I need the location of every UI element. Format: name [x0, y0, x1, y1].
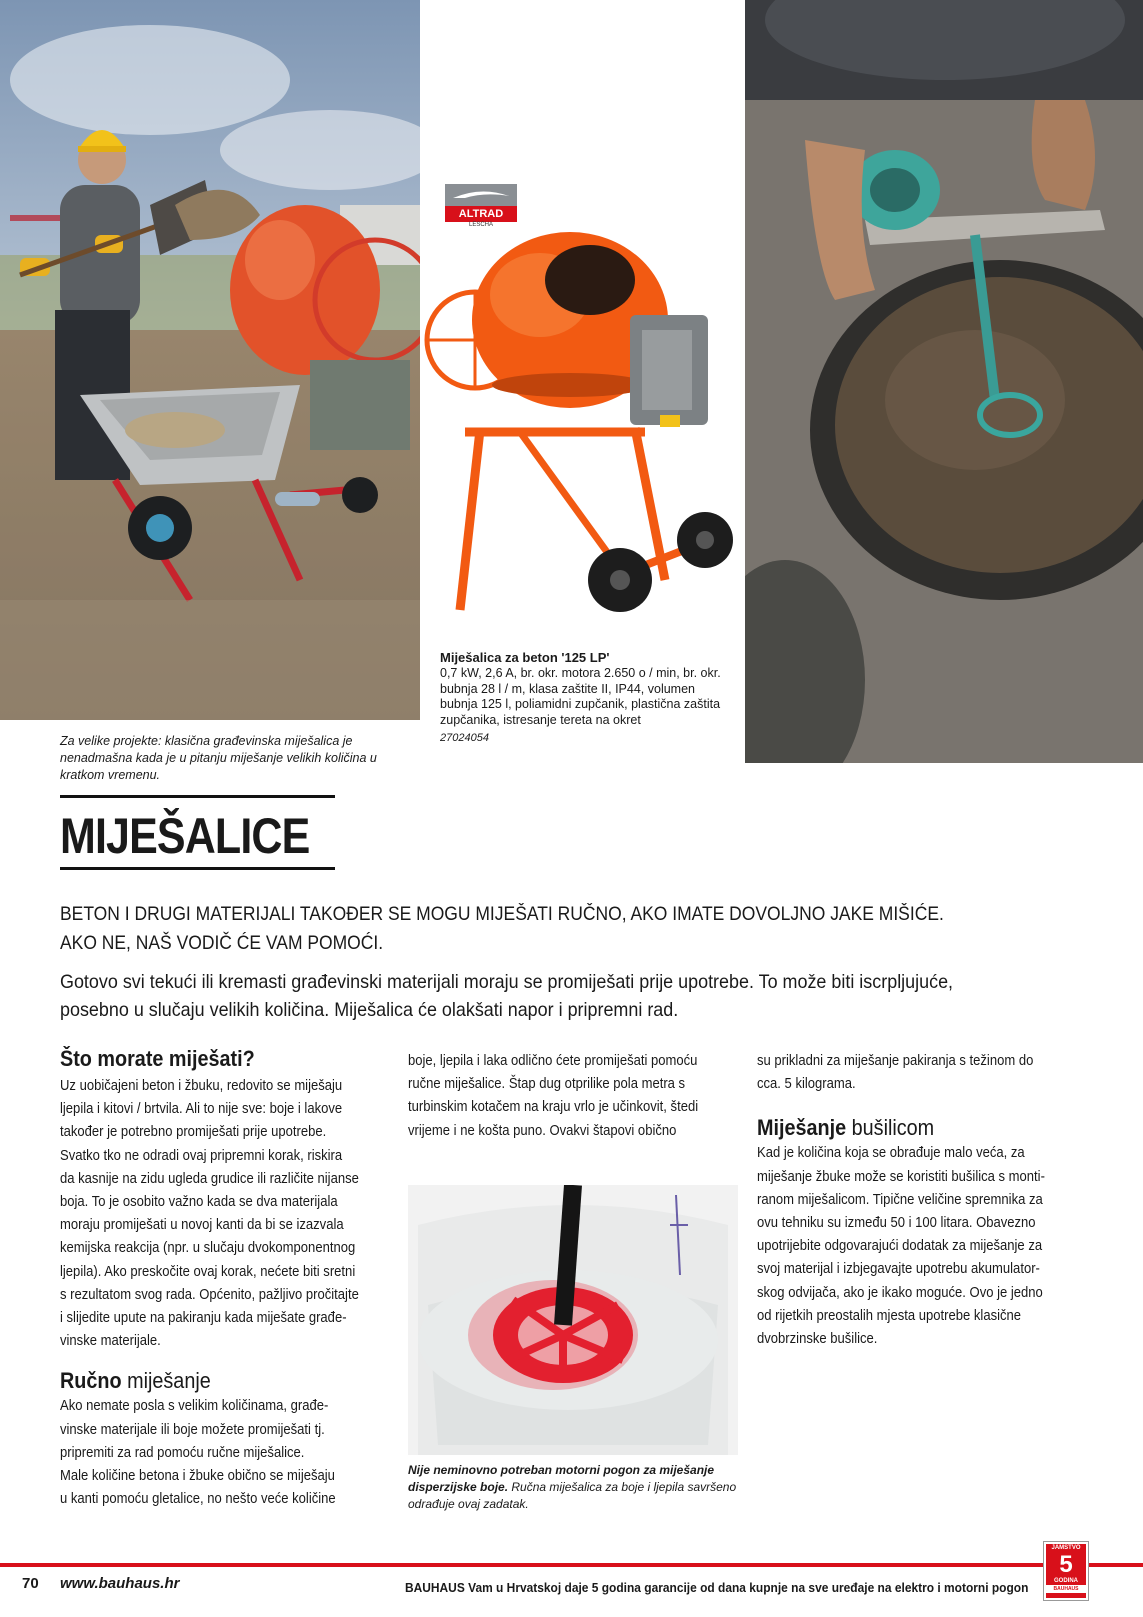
hand-mixer-paint-bucket-photo — [408, 1185, 738, 1455]
photo-caption-left: Za velike projekte: klasična građevinska miješalica je nenadmašna kada je u pitanju miješanje velikih količina u kratkom vremenu. — [60, 734, 377, 782]
badge-bottom: BAUHAUS — [1046, 1585, 1086, 1593]
column-2 — [408, 1050, 738, 1143]
heading-drill-light: bušilicom — [846, 1115, 935, 1141]
col2-line: turbinskim kotačem na kraju vrlo je učinkovit, štedi — [408, 1099, 699, 1116]
title-rule-top — [60, 795, 335, 798]
heading-drill-bold: Miješanje — [757, 1115, 847, 1141]
column-1 — [60, 1045, 400, 1511]
col1-line: Uz uobičajeni beton i žbuku, redovito se miješaju — [60, 1078, 343, 1094]
guarantee-badge — [1044, 1542, 1088, 1600]
col1-line: boja. To je osobito važno kada se dva materijala — [60, 1194, 338, 1211]
col2-line: boje, ljepila i laka odlično ćete promiješati pomoću — [408, 1053, 698, 1069]
altrad-logo-text: ALTRAD — [445, 206, 517, 222]
col3-line: ranom miješalicom. Tipične veličine spremnika za — [757, 1191, 1043, 1208]
col3-line: dvobrzinske bušilice. — [757, 1331, 878, 1348]
col1-line: Ako nemate posla s velikim količinama, građe- — [60, 1398, 329, 1415]
col1-line: Male količine betona i žbuke obično se miješaju — [60, 1468, 335, 1485]
guarantee-text: BAUHAUS Vam u Hrvatskoj daje 5 godina garancije od dana kupnje na sve uređaje na elektro i motorni pogon — [405, 1580, 1029, 1595]
col3-line: skog odvijača, ako je ikako moguće. Ovo je jedno — [757, 1284, 1043, 1301]
page-number: 70 — [22, 1575, 39, 1592]
heading-what-to-mix: Što morate miješati? — [60, 1046, 255, 1071]
col1-line: s rezultatom svog rada. Općenito, pažljivo pročitajte — [60, 1286, 359, 1303]
col1-line: pripremiti za rad pomoću ručne miješalice. — [60, 1444, 305, 1461]
col1-line: moraju promiješati u novoj kanti da bi se izazvala — [60, 1217, 344, 1234]
col1-line: u kanti pomoću gletalice, no nešto veće količine — [60, 1491, 336, 1508]
construction-site-mixer-photo — [0, 0, 420, 720]
col3-line: cca. 5 kilograma. — [757, 1076, 856, 1093]
col1-line: vinske materijale. — [60, 1333, 161, 1350]
badge-top: JAMSTVO — [1051, 1545, 1081, 1551]
caption-rest: Ručna miješalica za boje i ljepila savršeno odrađuje ovaj zadatak. — [408, 1480, 737, 1511]
intro-caps-line: AKO NE, NAŠ VODIČ ĆE VAM POMOĆI. — [60, 933, 384, 954]
badge-mid: GODINA — [1054, 1578, 1078, 1584]
altrad-logo-sub: LESCHA — [468, 222, 493, 228]
title-rule-bottom — [60, 867, 335, 870]
footer-rule — [0, 1563, 1143, 1567]
col3-line: su prikladni za miješanje pakiranja s težinom do — [757, 1053, 1034, 1069]
col3-line: upotrijebite odgovarajući dodatak za miješanje za — [757, 1238, 1043, 1255]
heading-manual-light: miješanje — [121, 1368, 211, 1394]
concrete-mixer-product-image — [420, 170, 745, 640]
page-title: MIJEŠALICE — [60, 808, 310, 864]
heading-manual-mixing — [60, 1367, 366, 1395]
col3-line: miješanje žbuke može se koristiti bušilica s monti- — [757, 1168, 1045, 1185]
caption-bold: Nije neminovno potreban motorni pogon za miješanje disperzijske boje. — [408, 1463, 715, 1494]
product-info — [440, 650, 730, 744]
col3-line: ovu tehniku su između 50 i 100 litara. Obavezno — [757, 1215, 1036, 1232]
drill-mixing-bucket-photo — [745, 0, 1143, 763]
col1-line: također je potrebno promiješati prije upotrebe. — [60, 1124, 327, 1141]
intro-caps-line: BETON I DRUGI MATERIJALI TAKOĐER SE MOGU MIJEŠATI RUČNO, AKO IMATE DOVOLJNO JAKE MIŠIĆE. — [60, 904, 944, 925]
column-3 — [757, 1050, 1097, 1351]
product-code: 27024054 — [440, 732, 489, 744]
col1-line: kemijska reakcija (npr. u slučaju dvokomponentnog — [60, 1240, 356, 1257]
product-title: Miješalica za beton '125 LP' — [440, 650, 610, 665]
photo-caption-hand-mixer — [408, 1462, 738, 1513]
heading-drill-mixing — [757, 1114, 1063, 1142]
intro-paragraph — [60, 968, 1090, 1024]
col1-line: vinske materijale ili boje možete promiješati tj. — [60, 1421, 325, 1438]
website-link[interactable]: www.bauhaus.hr — [60, 1575, 180, 1592]
col1-line: i slijedite upute na pakiranju kada miješate građe- — [60, 1310, 347, 1327]
intro-line: posebno u slučaju velikih količina. Miješalica će olakšati napor i pripremni rad. — [60, 999, 679, 1021]
col1-line: ljepila i kitovi / brtvila. Ali to nije sve: boje i lakove — [60, 1101, 343, 1118]
intro-caps — [60, 900, 998, 958]
col2-line: vrijeme i ne košta puno. Ovakvi štapovi obično — [408, 1122, 677, 1139]
col3-line: od rijetkih preostalih mjesta upotrebe klasične — [757, 1307, 1022, 1324]
col3-line: svoj materijal i izbjegavajte upotrebu akumulator- — [757, 1261, 1040, 1278]
col1-line: da kasnije na zidu ugleda grudice ili različite nijanse — [60, 1170, 359, 1187]
product-description: 0,7 kW, 2,6 A, br. okr. motora 2.650 o / min, br. okr. bubnja 28 l / m, klasa zaštite II, IP44, volumen bubnja 125 l, poliamidni zupčanik, plastična zaštita zupčanika, istresanje tereta na okret — [440, 666, 721, 727]
col2-line: ručne miješalice. Štap dug otprilike pola metra s — [408, 1076, 686, 1093]
badge-number: 5 — [1059, 1551, 1073, 1578]
col1-line: ljepila). Ako preskočite ovaj korak, nećete biti sretni — [60, 1263, 356, 1280]
intro-line: Gotovo svi tekući ili kremasti građevinski materijali moraju se promiješati prije upotrebe. To može biti iscrpljujuće, — [60, 971, 954, 993]
col1-line: Svatko tko ne odradi ovaj pripremni korak, riskira — [60, 1147, 343, 1164]
heading-manual-bold: Ručno — [60, 1368, 122, 1394]
col3-line: Kad je količina koja se obrađuje malo veća, za — [757, 1145, 1025, 1162]
